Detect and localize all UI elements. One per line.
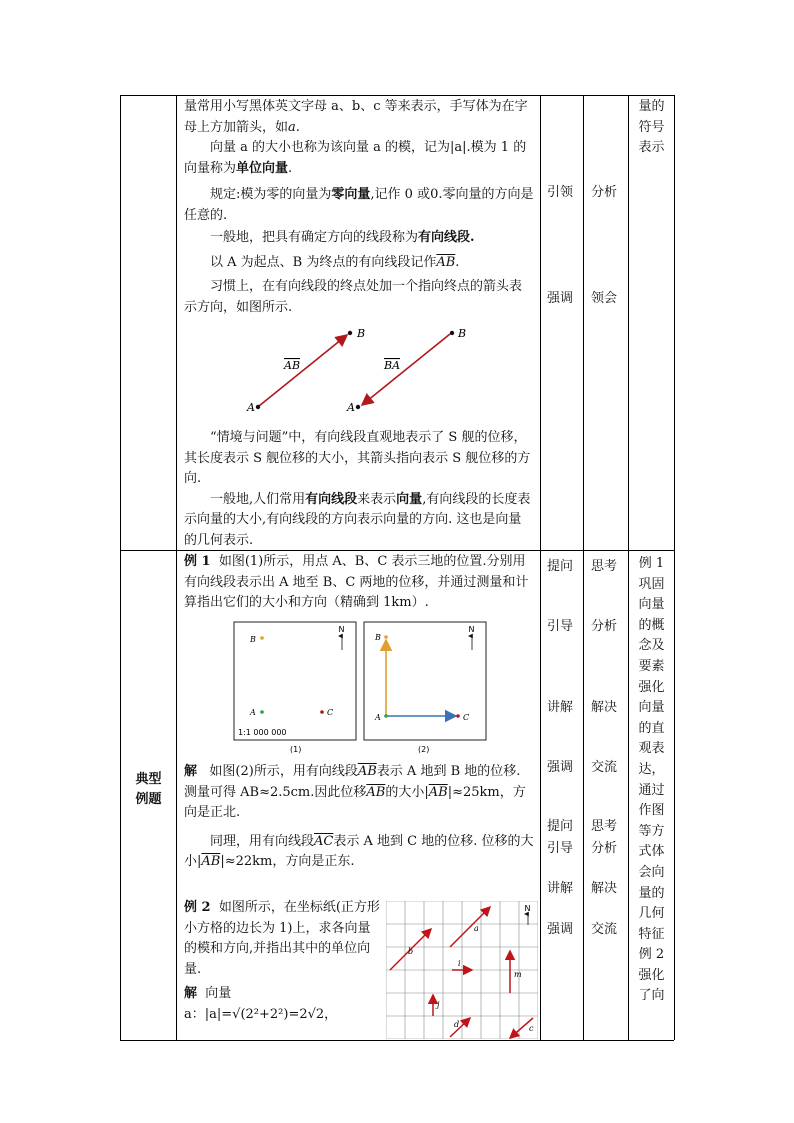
intent-line-10: 观表: [638, 741, 665, 757]
section-title-line-1: 典型: [135, 772, 162, 787]
table-col-divider-1: [176, 95, 177, 1040]
geo-text-e: ,有向线段的长度表示向量的大小,有向线段的方向表示向量的方向. 这也是向量的几何表示.: [184, 491, 531, 548]
intent-line-4: 的概: [638, 617, 665, 633]
solution-2-paragraph: [184, 984, 380, 1025]
intent-line-15: 式体: [638, 844, 665, 860]
lower-student-activity-7: 解决: [591, 881, 618, 896]
upper-student-activity-1: 分析: [591, 185, 618, 200]
notation-text: 量常用小写黑体英文字母 a、b、c 等来表示，手写体为在字母上方加箭头，如: [184, 99, 528, 135]
upper-intent-line-3: 表示: [638, 140, 665, 156]
table-bottom-border: [120, 1040, 674, 1041]
point-a1: [256, 405, 260, 409]
intent-line-7: 强化: [638, 679, 665, 695]
upper-student-activity-2: 领会: [591, 291, 618, 306]
vector-b-label: b: [408, 947, 414, 956]
table-top-border: [120, 95, 674, 96]
map2-north-label: N: [468, 625, 475, 634]
notation-example: a: [288, 119, 296, 135]
table-right-border: [674, 95, 675, 1040]
paragraph-notation-ab: 以 A 为起点、B 为终点的有向线段记作$\overline{AB}$.: [210, 254, 460, 270]
lower-student-activity-5: 思考: [591, 819, 618, 834]
directed-segments-figure: [240, 322, 480, 422]
paragraph-situation: “情境与问题”中，有向线段直观地表示了 S 舰的位移，其长度表示 S 舰位移的大小，其箭头指向表示 S 舰位移的方向.: [184, 430, 531, 486]
section-title-typical-examples: [121, 770, 176, 810]
map1-label-a: A: [250, 708, 256, 717]
solution-1-text-c: 的大小|: [385, 784, 429, 800]
intent-line-12: 通过: [638, 782, 665, 798]
map2-label-a: A: [375, 713, 381, 722]
vector-d-label: d: [454, 1020, 460, 1029]
solution-1b-text-c: |≈22km，方向是正东.: [220, 854, 355, 869]
lower-student-activity-2: 分析: [591, 619, 618, 634]
intent-line-18: 几何: [638, 906, 665, 922]
upper-intent-line-2: 符号: [638, 119, 665, 135]
map1-point-c: [320, 710, 324, 714]
lower-student-activity-8: 交流: [591, 922, 618, 937]
solution-1-vec-ab-2: $\overline{AB}$: [366, 784, 386, 800]
lower-teacher-activity-8: 强调: [547, 922, 574, 937]
paragraph-arrow-convention: 习惯上，在有向线段的终点处加一个指向终点的箭头表示方向，如图所示.: [184, 279, 523, 315]
vector-i-label: i: [458, 959, 461, 968]
vector-a-label: a: [474, 924, 479, 933]
example-2-text: 如图所示，在坐标纸(正方形小方格的边长为 1)上，求各向量的模和方向,并指出其中的单位向量.: [184, 900, 380, 977]
table-left-border: [120, 95, 121, 1040]
solution-1b-vec-ab: $\overline{AB}$: [201, 854, 221, 869]
vector-d: [450, 1018, 470, 1037]
paragraph-modulus: [184, 138, 534, 179]
solution-2-tail: ，: [324, 1006, 338, 1022]
paragraph-directed-segment: [184, 228, 534, 249]
lower-teacher-activity-7: 讲解: [547, 881, 574, 896]
upper-intent-line-1: 量的: [638, 99, 665, 114]
geo-text-c: 来表示: [357, 491, 397, 507]
lower-student-activity-3: 解决: [591, 700, 618, 715]
example-1-statement: [184, 552, 536, 614]
intent-line-17: 量的: [638, 885, 665, 901]
solution-1b-vec-ac: $\overline{AC}$: [314, 833, 334, 849]
paragraph-notation: 量常用小写黑体英文字母 a、b、c 等来表示，手写体为在字母上方加箭头，如a.: [184, 99, 528, 135]
vector-c-label: c: [529, 1024, 534, 1033]
intent-line-11: 达，: [638, 761, 665, 777]
zero-vector-symbol: 0: [430, 187, 439, 202]
solution-1-text-b: 表示 A 地到 B 地的位移. 测量可得 AB≈2.5cm.因此位移: [184, 764, 521, 800]
vector-ab-symbol: $\overline{AB}$: [436, 254, 456, 270]
upper-content-cell-bottom: [184, 428, 534, 551]
solution-1-label: 解: [184, 764, 198, 779]
lower-student-activity-6: 分析: [591, 841, 618, 856]
table-col-divider-3: [583, 95, 584, 1040]
intent-line-22: 了向: [638, 988, 665, 1004]
solution-1-vec-ab-3: $\overline{AB}$: [428, 784, 448, 800]
lower-teacher-activity-1: 提问: [547, 559, 574, 574]
example-1-text: 如图(1)所示，用点 A、B、C 表示三地的位置.分别用有向线段表示出 A 地至 B、C 两地的位移，并通过测量和计算指出它们的大小和方向（精确到 1km）.: [184, 554, 529, 610]
example-1-map-figure: [230, 620, 490, 756]
label-vec-ab: AB: [284, 359, 301, 372]
intent-line-16: 会向: [638, 864, 665, 880]
label-a1: A: [247, 401, 255, 414]
lower-student-activity-4: 交流: [591, 760, 618, 775]
zero-vector-term: 零向量: [331, 187, 371, 202]
map2-caption: (2): [418, 745, 430, 754]
map-panel-2: [364, 622, 486, 740]
directed-segment-text: 一般地，把具有确定方向的线段称为: [210, 230, 419, 245]
solution-1-text-a: 如图(2)所示，用有向线段: [209, 764, 358, 779]
solution-1-paragraph: [184, 762, 536, 824]
paragraph-zero-vector: [184, 185, 534, 226]
paragraph-geometric-representation: [184, 490, 534, 552]
directed-segment-end: .: [470, 230, 475, 245]
map2-label-c: C: [463, 713, 470, 722]
intent-line-9: 的直: [638, 720, 665, 736]
lower-teacher-activity-5: 提问: [547, 819, 574, 834]
map2-point-c: [456, 714, 460, 718]
upper-teacher-activity-1: 引领: [547, 185, 574, 200]
lower-teacher-activity-3: 讲解: [547, 700, 574, 715]
example-1-label: 例 1: [184, 554, 211, 569]
intent-line-3: 向量: [638, 597, 665, 613]
intent-line-20: 例 2: [638, 947, 665, 963]
solution-1b-text-a: 同理，用有向线段: [210, 833, 315, 849]
example-2-cell: [184, 898, 380, 1025]
lower-teacher-activity-4: 强调: [547, 760, 574, 775]
upper-design-intent: [629, 97, 674, 159]
map1-point-b: [260, 636, 264, 640]
solution-2-text: 向量 a：|a|=: [184, 986, 233, 1022]
point-b2: [450, 331, 454, 335]
upper-content-cell: [184, 97, 534, 318]
lower-student-activity-1: 思考: [591, 559, 618, 574]
intent-line-19: 特征: [638, 926, 665, 942]
intent-line-13: 作图: [638, 803, 665, 819]
grid-north-label: N: [524, 904, 531, 913]
notation-ab-text: 以 A 为起点、B 为终点的有向线段记作: [210, 254, 437, 270]
map1-label-b: B: [250, 635, 256, 644]
zero-vector-text-a: 规定:模为零的向量为: [210, 187, 332, 202]
example-2-grid-figure: [386, 901, 538, 1039]
example-2-statement: [184, 898, 380, 980]
section-title-line-2: 例题: [135, 792, 162, 807]
intent-line-8: 向量: [638, 700, 665, 716]
solution-2-formula: √(2²+2²)=2√2: [232, 1006, 325, 1022]
segment-ba-line: [362, 334, 450, 405]
map2-point-a: [384, 714, 388, 718]
lower-teacher-activity-6: 引导: [547, 841, 574, 856]
intent-line-6: 要素: [638, 658, 665, 674]
zero-vector-text-e: .零向量的方向是任意的.: [184, 187, 534, 223]
map2-label-b: B: [375, 633, 381, 642]
intent-line-2: 巩固: [638, 576, 665, 592]
zero-vector-text-c: ,记作 0 或: [370, 187, 431, 202]
solution-1b-text-b: 表示 A 地到 C 地的位移. 位移的大小|: [184, 833, 534, 869]
example-1-solution-cell: [184, 762, 536, 873]
solution-1-vec-ab-1: $\overline{AB}$: [357, 764, 377, 779]
point-a2: [356, 405, 360, 409]
label-vec-ba: BA: [384, 359, 401, 372]
intent-line-14: 等方: [638, 823, 665, 839]
vector-m-label: m: [514, 970, 522, 979]
intent-line-21: 强化: [638, 967, 665, 983]
map1-label-c: C: [327, 708, 334, 717]
geo-text-a: 一般地,人们常用: [210, 491, 306, 507]
unit-vector-term: 单位向量: [236, 160, 289, 176]
example-1-cell: [184, 552, 536, 614]
modulus-text: 向量 a 的大小也称为该向量 a 的模，记为|a|.模为 1 的向量称为: [184, 140, 527, 176]
map1-point-a: [260, 710, 264, 714]
vector-a: [450, 907, 490, 947]
intent-line-1: 例 1: [638, 556, 665, 571]
geo-term-segment: 有向线段: [305, 491, 358, 507]
intent-line-5: 念及: [638, 638, 665, 654]
map2-point-b: [384, 635, 388, 639]
modulus-end: .: [288, 160, 293, 176]
label-b2: B: [458, 327, 467, 340]
map1-caption: (1): [290, 745, 302, 754]
table-col-divider-2: [540, 95, 541, 1040]
lower-teacher-activity-2: 引导: [547, 619, 574, 634]
example-2-label: 例 2: [184, 900, 211, 915]
solution-1-text-d: |≈25km，方向是正北.: [184, 784, 526, 820]
vector-j-label: j: [437, 1000, 440, 1009]
label-a2: A: [347, 401, 355, 414]
solution-2-label: 解: [184, 986, 198, 1001]
upper-teacher-activity-2: 强调: [547, 291, 574, 306]
solution-1b-paragraph: [184, 832, 536, 873]
directed-segment-term: 有向线段: [418, 230, 471, 245]
segment-ab-line: [259, 335, 347, 406]
point-b1: [348, 331, 352, 335]
map1-scale: 1:1 000 000: [238, 728, 287, 737]
geo-term-vector: 向量: [396, 491, 423, 507]
label-b1: B: [357, 327, 366, 340]
map1-north-label: N: [338, 625, 345, 634]
lower-design-intent: [629, 554, 674, 1007]
